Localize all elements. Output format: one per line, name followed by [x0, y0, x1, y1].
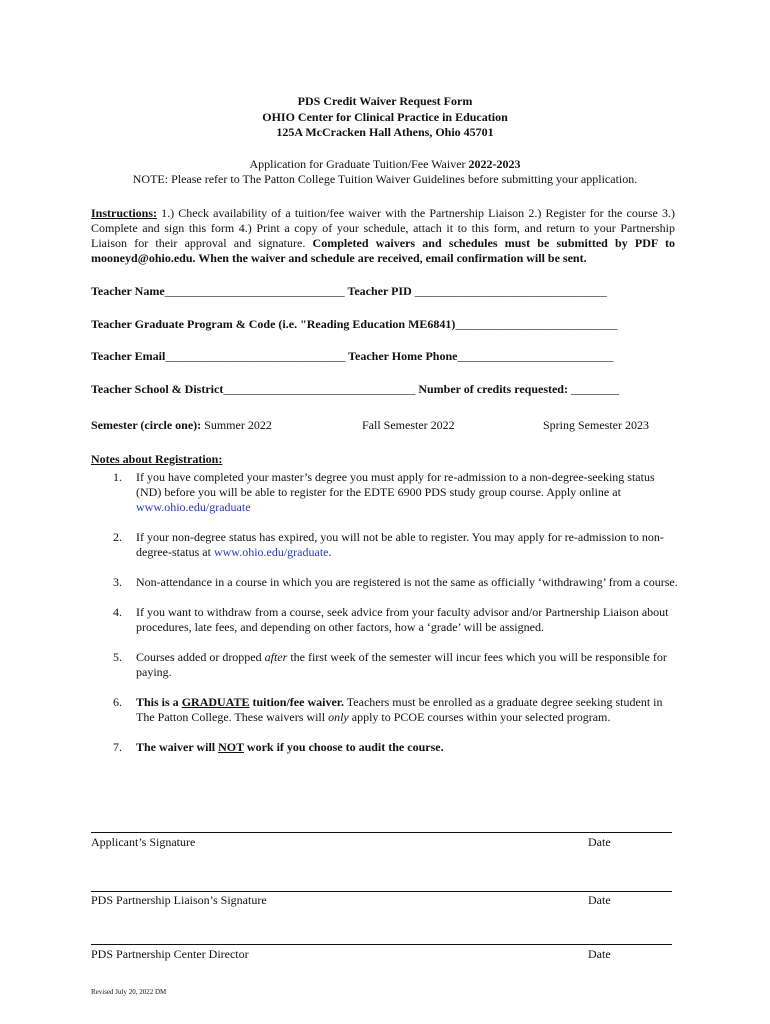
program-label: Teacher Graduate Program & Code (i.e. "Reading Education ME6841) [91, 317, 456, 331]
note-number: 1. [113, 470, 122, 484]
notes-heading-text: Notes about Registration: [91, 452, 223, 466]
application-year: 2022-2023 [468, 157, 521, 171]
graduate-link[interactable]: www.ohio.edu/graduate [213, 545, 329, 559]
note-bold: tuition/fee waiver. [249, 695, 345, 709]
note-number: 6. [113, 695, 122, 709]
note-emphasis: only [328, 710, 349, 724]
credits-label: Number of credits requested: [415, 382, 571, 396]
application-line [0, 157, 770, 172]
notes-heading [91, 452, 222, 467]
form-title: PDS Credit Waiver Request Form [297, 94, 473, 108]
application-note: NOTE: Please refer to The Patton College Tuition Waiver Guidelines before submitting your application. [132, 172, 638, 186]
home-phone-field[interactable]: __________________________ [457, 349, 614, 363]
applicant-signature-line[interactable] [91, 832, 672, 833]
note-number: 7. [113, 740, 122, 754]
note-bold-underline: NOT [218, 740, 244, 754]
email-field[interactable]: ______________________________ [165, 349, 346, 363]
school-label: Teacher School & District [91, 382, 224, 396]
note-bold: The waiver will [136, 740, 219, 754]
note-number: 2. [113, 530, 122, 544]
note-number: 4. [113, 605, 122, 619]
email-phone-row [91, 349, 613, 364]
credits-field[interactable]: ________ [570, 382, 619, 396]
note-item [91, 575, 681, 590]
school-credits-row [91, 382, 619, 397]
home-phone-label: Teacher Home Phone [345, 349, 458, 363]
program-row [91, 317, 617, 332]
note-text: Courses added or dropped [136, 650, 265, 664]
liaison-date-label: Date [588, 893, 611, 907]
note-item [91, 470, 681, 515]
org-name: OHIO Center for Clinical Practice in Education [262, 110, 508, 124]
org-address: 125A McCracken Hall Athens, Ohio 45701 [276, 125, 494, 139]
director-signature-label: PDS Partnership Center Director [91, 947, 249, 961]
director-date-label: Date [588, 947, 611, 961]
email-label: Teacher Email [91, 349, 166, 363]
graduate-link[interactable]: www.ohio.edu/graduate [136, 500, 251, 514]
instructions-text: 1.) Check availability of a tuition/fee waiver with the Partnership Liaison 2.) Register for the course 3.) Complete and sign this form 4.) Print a copy of your schedule, attach it to this form, and return to your Partnership Liaison for their approval and signature. [91, 206, 675, 250]
semester-option-spring[interactable]: Spring Semester 2023 [543, 418, 649, 432]
note-text: Non-attendance in a course in which you are registered is not the same as officially ‘withdrawing’ from a course. [136, 575, 678, 589]
instructions [91, 206, 675, 266]
note-bold: This is a [136, 695, 182, 709]
semester-label: Semester (circle one): [91, 418, 202, 432]
teacher-name-label: Teacher Name [91, 284, 165, 298]
note-text: Teachers must be enrolled as a graduate degree seeking student in The Patton College. These waivers will [136, 695, 663, 724]
note-text: If your non-degree status has expired, you will not be able to register. You may apply for re-admission to non-degree-status at [136, 530, 664, 559]
school-field[interactable]: ________________________________ [223, 382, 416, 396]
note-text-after: . [328, 545, 332, 559]
liaison-signature-line[interactable] [91, 891, 672, 892]
note-emphasis: after [264, 650, 288, 664]
semester-option-summer[interactable]: Summer 2022 [204, 418, 272, 432]
note-text: If you have completed your master’s degree you must apply for re-admission to a non-degree-seeking status (ND) before you will be able to register for the EDTE 6900 PDS study group course. Apply online at [136, 470, 655, 499]
teacher-name-pid-row [91, 284, 607, 299]
application-prefix: Application for Graduate Tuition/Fee Waiver [249, 157, 469, 171]
note-text: the first week of the semester will incur fees which you will be responsible for paying. [136, 650, 667, 679]
note-number: 3. [113, 575, 122, 589]
applicant-date-label: Date [588, 835, 611, 849]
instructions-label: Instructions: [91, 206, 158, 220]
notes-list [91, 470, 681, 755]
note-text: If you want to withdraw from a course, seek advice from your faculty advisor and/or Partnership Liaison about procedures, late fees, and depending on other factors, how a ‘grade’ will be assigned. [136, 605, 669, 634]
note-item [91, 740, 681, 755]
note-text: apply to PCOE courses within your selected program. [348, 710, 611, 724]
director-signature-line[interactable] [91, 944, 672, 945]
liaison-signature-label: PDS Partnership Liaison’s Signature [91, 893, 267, 907]
semester-option-fall[interactable]: Fall Semester 2022 [362, 418, 455, 432]
note-item [91, 695, 681, 725]
note-bold-underline: GRADUATE [181, 695, 250, 709]
note-item [91, 605, 681, 635]
note-number: 5. [113, 650, 122, 664]
note-item [91, 530, 681, 560]
teacher-pid-label: Teacher PID [344, 284, 415, 298]
teacher-name-field[interactable]: ______________________________ [164, 284, 345, 298]
revision-footer: Revised July 20, 2022 DM [91, 988, 167, 996]
note-bold: work if you choose to audit the course. [243, 740, 444, 754]
note-item [91, 650, 681, 680]
instructions-submit-note: Completed waivers and schedules must be submitted by PDF to mooneyd@ohio.edu. When the waiver and schedule are received, email confirmation will be sent. [91, 236, 676, 265]
program-field[interactable]: ___________________________ [455, 317, 618, 331]
teacher-pid-field[interactable]: ________________________________ [414, 284, 607, 298]
applicant-signature-label: Applicant’s Signature [91, 835, 196, 849]
semester-row [91, 418, 272, 433]
